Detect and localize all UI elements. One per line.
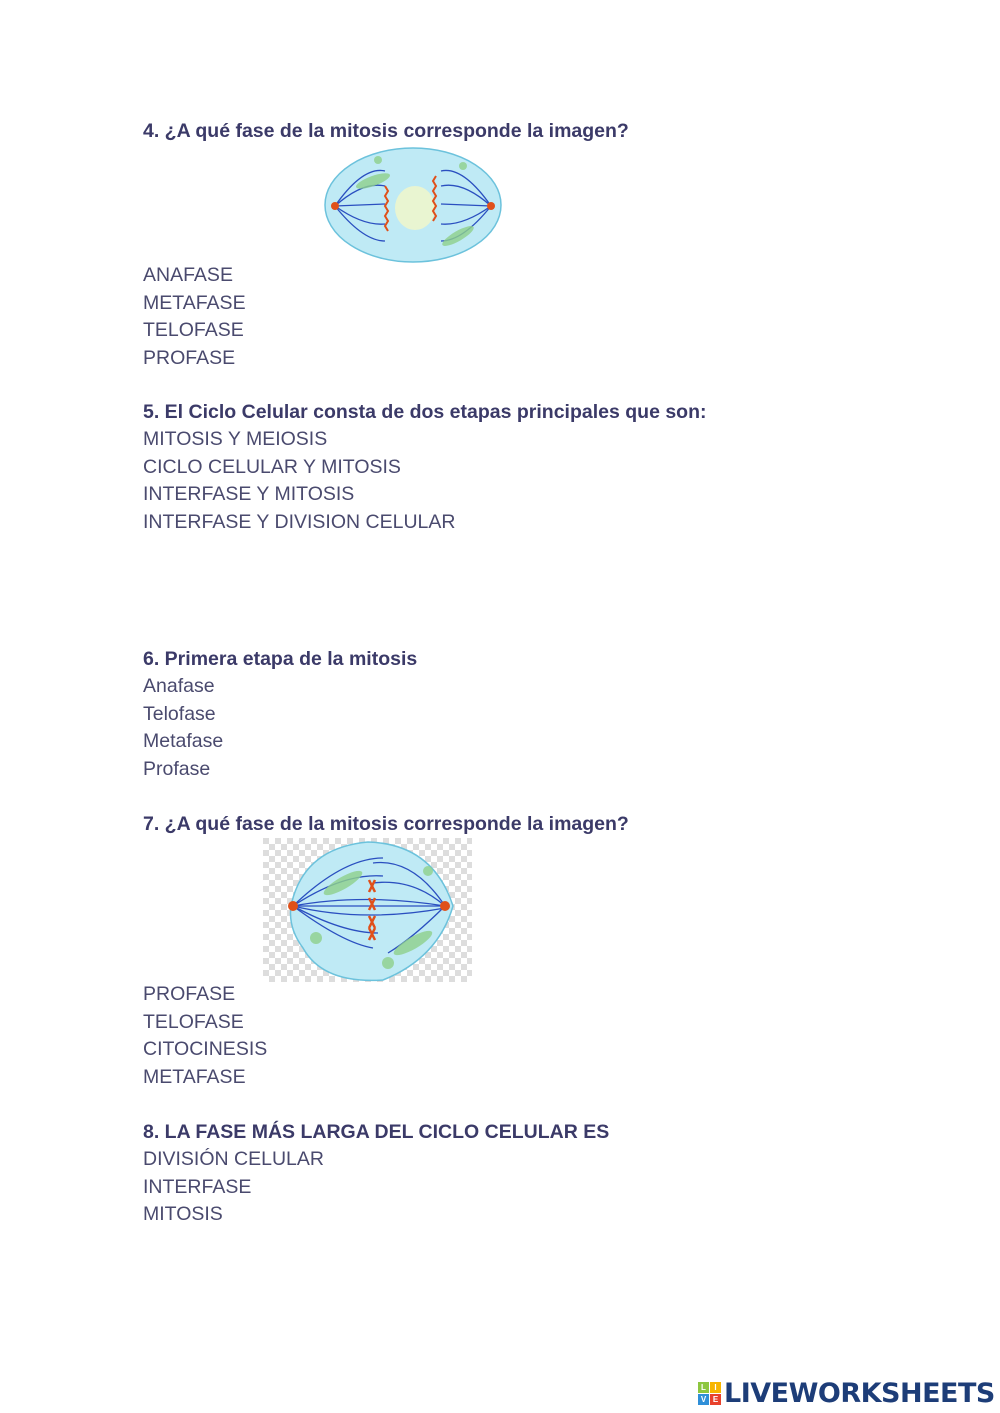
question-8-options bbox=[143, 1146, 324, 1229]
option[interactable]: TELOFASE bbox=[143, 319, 244, 341]
anaphase-cell-image bbox=[323, 146, 503, 264]
option[interactable]: Profase bbox=[143, 757, 211, 780]
option[interactable]: DIVISIÓN CELULAR bbox=[143, 1148, 324, 1170]
logo-letter: V bbox=[698, 1394, 709, 1405]
logo-letter: I bbox=[710, 1382, 721, 1393]
option[interactable]: CICLO CELULAR Y MITOSIS bbox=[143, 455, 401, 478]
logo-letter: E bbox=[710, 1394, 721, 1405]
question-4-options bbox=[143, 262, 246, 372]
question-6-title: 6. Primera etapa de la mitosis bbox=[143, 648, 418, 670]
liveworksheets-logo bbox=[698, 1378, 995, 1409]
option[interactable]: Metafase bbox=[143, 730, 224, 752]
question-7-options bbox=[143, 981, 267, 1091]
question-7-title: 7. ¿A qué fase de la mitosis corresponde la imagen? bbox=[143, 813, 629, 835]
option[interactable]: TELOFASE bbox=[143, 1010, 244, 1033]
option[interactable]: INTERFASE Y DIVISION CELULAR bbox=[143, 510, 456, 533]
question-5-title: 5. El Ciclo Celular consta de dos etapas principales que son: bbox=[143, 401, 707, 423]
option[interactable]: MITOSIS bbox=[143, 1203, 223, 1225]
question-5-options bbox=[143, 426, 455, 536]
option[interactable]: INTERFASE Y MITOSIS bbox=[143, 483, 355, 505]
logo-letter: L bbox=[698, 1382, 709, 1393]
option[interactable]: Telofase bbox=[143, 702, 216, 725]
logo-icon bbox=[698, 1382, 721, 1405]
option[interactable]: INTERFASE bbox=[143, 1175, 252, 1198]
option[interactable]: METAFASE bbox=[143, 1065, 246, 1088]
option[interactable]: CITOCINESIS bbox=[143, 1038, 268, 1060]
option[interactable]: PROFASE bbox=[143, 346, 236, 369]
option[interactable]: PROFASE bbox=[143, 983, 236, 1005]
option[interactable]: Anafase bbox=[143, 675, 215, 697]
question-8-title: 8. LA FASE MÁS LARGA DEL CICLO CELULAR ES bbox=[143, 1121, 610, 1143]
question-4-title: 4. ¿A qué fase de la mitosis corresponde la imagen? bbox=[143, 120, 629, 142]
option[interactable]: MITOSIS Y MEIOSIS bbox=[143, 428, 328, 450]
option[interactable]: METAFASE bbox=[143, 291, 246, 314]
question-6-options bbox=[143, 673, 223, 783]
metaphase-cell-image bbox=[263, 838, 472, 982]
option[interactable]: ANAFASE bbox=[143, 264, 233, 286]
logo-text: LIVEWORKSHEETS bbox=[724, 1378, 995, 1409]
